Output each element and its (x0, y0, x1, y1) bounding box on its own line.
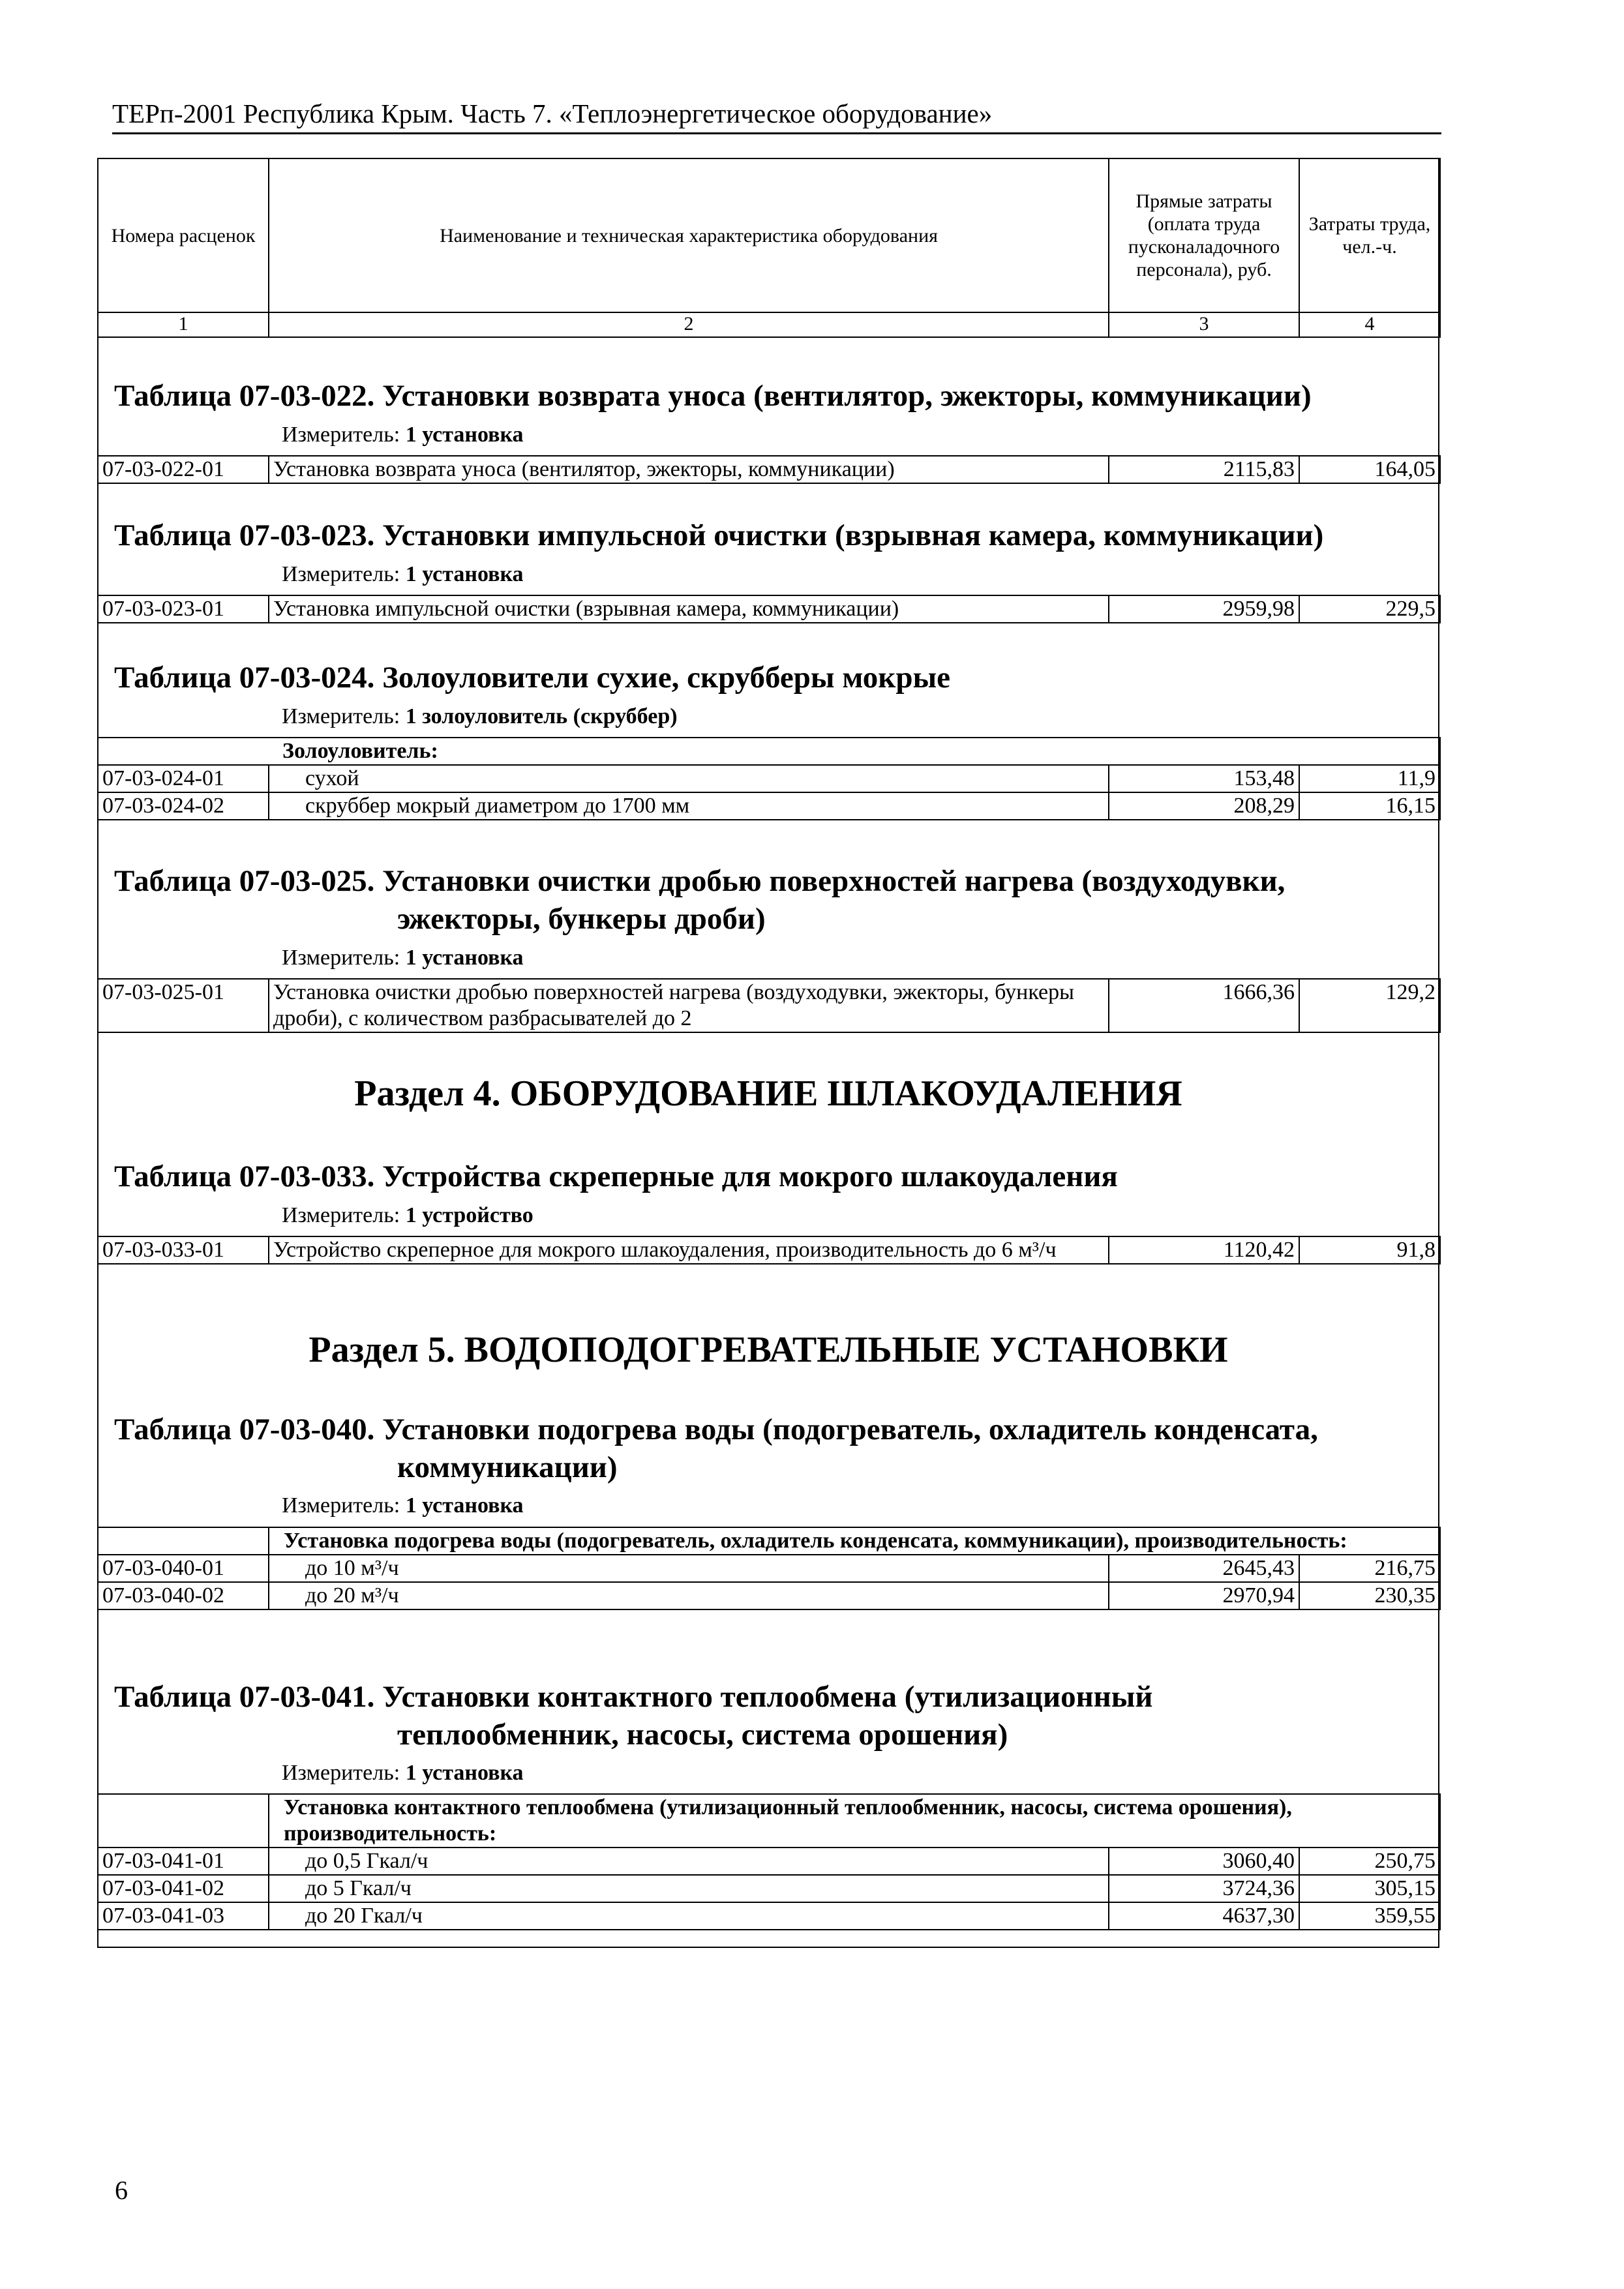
measure-line (282, 1493, 524, 1518)
measure-value: 1 установка (405, 946, 524, 970)
rate-labor: 11,9 (1299, 765, 1440, 792)
rate-name: до 20 м³/ч (269, 1582, 1109, 1609)
rate-name: до 20 Гкал/ч (269, 1902, 1109, 1930)
column-header-table (97, 158, 1441, 338)
table-row (98, 765, 1440, 792)
rate-code: 07-03-025-01 (98, 979, 269, 1032)
rate-name: Устройство скреперное для мокрого шлакоудаления, производительность до 6 м³/ч (269, 1236, 1109, 1264)
rate-labor: 305,15 (1299, 1875, 1440, 1902)
column-header-direct-cost: Прямые затраты (оплата труда пусконаладочного персонала), руб. (1109, 158, 1299, 312)
rate-code: 07-03-041-02 (98, 1875, 269, 1902)
rate-table (97, 595, 1441, 623)
table-row (98, 1902, 1440, 1930)
column-header-codes: Номера расценок (98, 158, 269, 312)
table-title (114, 862, 1285, 938)
rate-direct-cost: 4637,30 (1109, 1902, 1299, 1930)
measure-value: 1 установка (405, 562, 524, 586)
measure-value: 1 устройство (405, 1203, 534, 1227)
measure-line (282, 562, 524, 587)
table-row (98, 1555, 1440, 1582)
measure-value: 1 золоуловитель (скруббер) (405, 704, 678, 728)
rate-code: 07-03-041-03 (98, 1902, 269, 1930)
column-number: 4 (1299, 312, 1440, 337)
table-title-line: Таблица 07-03-040. Установки подогрева воды (подогреватель, охладитель конденсата, (114, 1413, 1318, 1446)
rate-code: 07-03-024-02 (98, 792, 269, 820)
measure-value: 1 установка (405, 1493, 524, 1518)
measure-line (282, 423, 524, 447)
group-label: Установка контактного теплообмена (утилизационный теплообменник, насосы, система орошения), производительность: (269, 1794, 1440, 1848)
group-row (98, 1527, 1440, 1555)
measure-value: 1 установка (405, 1761, 524, 1785)
page-number: 6 (115, 2176, 128, 2205)
rate-labor: 164,05 (1299, 456, 1440, 483)
measure-label: Измеритель: (282, 562, 400, 586)
rate-code: 07-03-041-01 (98, 1848, 269, 1875)
table-title-line: коммуникации) (397, 1450, 618, 1484)
measure-label: Измеритель: (282, 1493, 400, 1518)
table-title-line: теплообменник, насосы, система орошения) (397, 1718, 1008, 1752)
rate-code: 07-03-023-01 (98, 595, 269, 623)
rate-code: 07-03-033-01 (98, 1236, 269, 1264)
measure-label: Измеритель: (282, 946, 400, 970)
table-row (98, 1848, 1440, 1875)
rate-direct-cost: 1120,42 (1109, 1236, 1299, 1264)
table-title: Таблица 07-03-033. Устройства скреперные для мокрого шлакоудаления (114, 1159, 1118, 1193)
table-row (98, 595, 1440, 623)
table-title: Таблица 07-03-022. Установки возврата уноса (вентилятор, эжекторы, коммуникации) (114, 379, 1312, 413)
rate-direct-cost: 1666,36 (1109, 979, 1299, 1032)
table-row (98, 1582, 1440, 1609)
section-heading: Раздел 5. ВОДОПОДОГРЕВАТЕЛЬНЫЕ УСТАНОВКИ (308, 1330, 1228, 1370)
measure-label: Измеритель: (282, 704, 400, 728)
rate-table (97, 1527, 1441, 1610)
rate-direct-cost: 2115,83 (1109, 456, 1299, 483)
table-title: Таблица 07-03-024. Золоуловители сухие, скрубберы мокрые (114, 661, 951, 695)
rate-direct-cost: 208,29 (1109, 792, 1299, 820)
rate-code: 07-03-040-02 (98, 1582, 269, 1609)
group-label: Золоуловитель: (98, 738, 1440, 765)
measure-value: 1 установка (405, 423, 524, 447)
rate-labor: 129,2 (1299, 979, 1440, 1032)
table-title-line: Таблица 07-03-025. Установки очистки дробью поверхностей нагрева (воздуходувки, (114, 864, 1286, 898)
rate-labor: 16,15 (1299, 792, 1440, 820)
group-row (98, 1794, 1440, 1848)
rate-labor: 216,75 (1299, 1555, 1440, 1582)
rate-name: до 0,5 Гкал/ч (269, 1848, 1109, 1875)
rate-direct-cost: 3060,40 (1109, 1848, 1299, 1875)
rate-direct-cost: 2959,98 (1109, 595, 1299, 623)
rate-table (97, 1236, 1441, 1264)
table-title-line: эжекторы, бункеры дроби) (397, 902, 766, 936)
measure-label: Измеритель: (282, 1761, 400, 1785)
rate-labor: 230,35 (1299, 1582, 1440, 1609)
rate-labor: 250,75 (1299, 1848, 1440, 1875)
column-header-name: Наименование и техническая характеристика оборудования (269, 158, 1109, 312)
rate-direct-cost: 2645,43 (1109, 1555, 1299, 1582)
table-row (98, 979, 1440, 1032)
rate-table (97, 978, 1441, 1033)
section-heading: Раздел 4. ОБОРУДОВАНИЕ ШЛАКОУДАЛЕНИЯ (354, 1073, 1182, 1114)
measure-label: Измеритель: (282, 1203, 400, 1227)
rate-code: 07-03-022-01 (98, 456, 269, 483)
group-label: Установка подогрева воды (подогреватель, охладитель конденсата, коммуникации), производительность: (269, 1527, 1440, 1555)
table-title-line: Таблица 07-03-041. Установки контактного теплообмена (утилизационный (114, 1680, 1153, 1714)
rate-table (97, 737, 1441, 820)
table-row (98, 456, 1440, 483)
measure-label: Измеритель: (282, 423, 400, 447)
column-header-labor: Затраты труда, чел.-ч. (1299, 158, 1440, 312)
table-row (98, 792, 1440, 820)
table-title: Таблица 07-03-023. Установки импульсной очистки (взрывная камера, коммуникации) (114, 518, 1324, 552)
rate-code: 07-03-040-01 (98, 1555, 269, 1582)
rate-labor: 359,55 (1299, 1902, 1440, 1930)
rate-name: Установка очистки дробью поверхностей нагрева (воздуходувки, эжекторы, бункеры дроби), с количеством разбрасывателей до 2 (269, 979, 1109, 1032)
column-number: 1 (98, 312, 269, 337)
rate-labor: 229,5 (1299, 595, 1440, 623)
rate-name: до 10 м³/ч (269, 1555, 1109, 1582)
group-row (98, 738, 1440, 765)
rate-name: до 5 Гкал/ч (269, 1875, 1109, 1902)
rate-name: сухой (269, 765, 1109, 792)
rate-labor: 91,8 (1299, 1236, 1440, 1264)
rate-direct-cost: 153,48 (1109, 765, 1299, 792)
rate-table (97, 455, 1441, 484)
table-row (98, 1875, 1440, 1902)
column-number: 2 (269, 312, 1109, 337)
table-title (114, 1678, 1153, 1754)
table-row (98, 1236, 1440, 1264)
measure-line (282, 1203, 534, 1228)
measure-line (282, 704, 678, 729)
column-number: 3 (1109, 312, 1299, 337)
rate-direct-cost: 2970,94 (1109, 1582, 1299, 1609)
rate-code: 07-03-024-01 (98, 765, 269, 792)
rate-name: скруббер мокрый диаметром до 1700 мм (269, 792, 1109, 820)
rate-table (97, 1793, 1441, 1930)
measure-line (282, 1761, 524, 1786)
table-title (114, 1411, 1318, 1486)
rate-name: Установка импульсной очистки (взрывная камера, коммуникации) (269, 595, 1109, 623)
header-rule (112, 132, 1441, 134)
rate-name: Установка возврата уноса (вентилятор, эжекторы, коммуникации) (269, 456, 1109, 483)
running-header: ТЕРп-2001 Республика Крым. Часть 7. «Теплоэнергетическое оборудование» (112, 98, 993, 128)
rate-direct-cost: 3724,36 (1109, 1875, 1299, 1902)
measure-line (282, 946, 524, 970)
